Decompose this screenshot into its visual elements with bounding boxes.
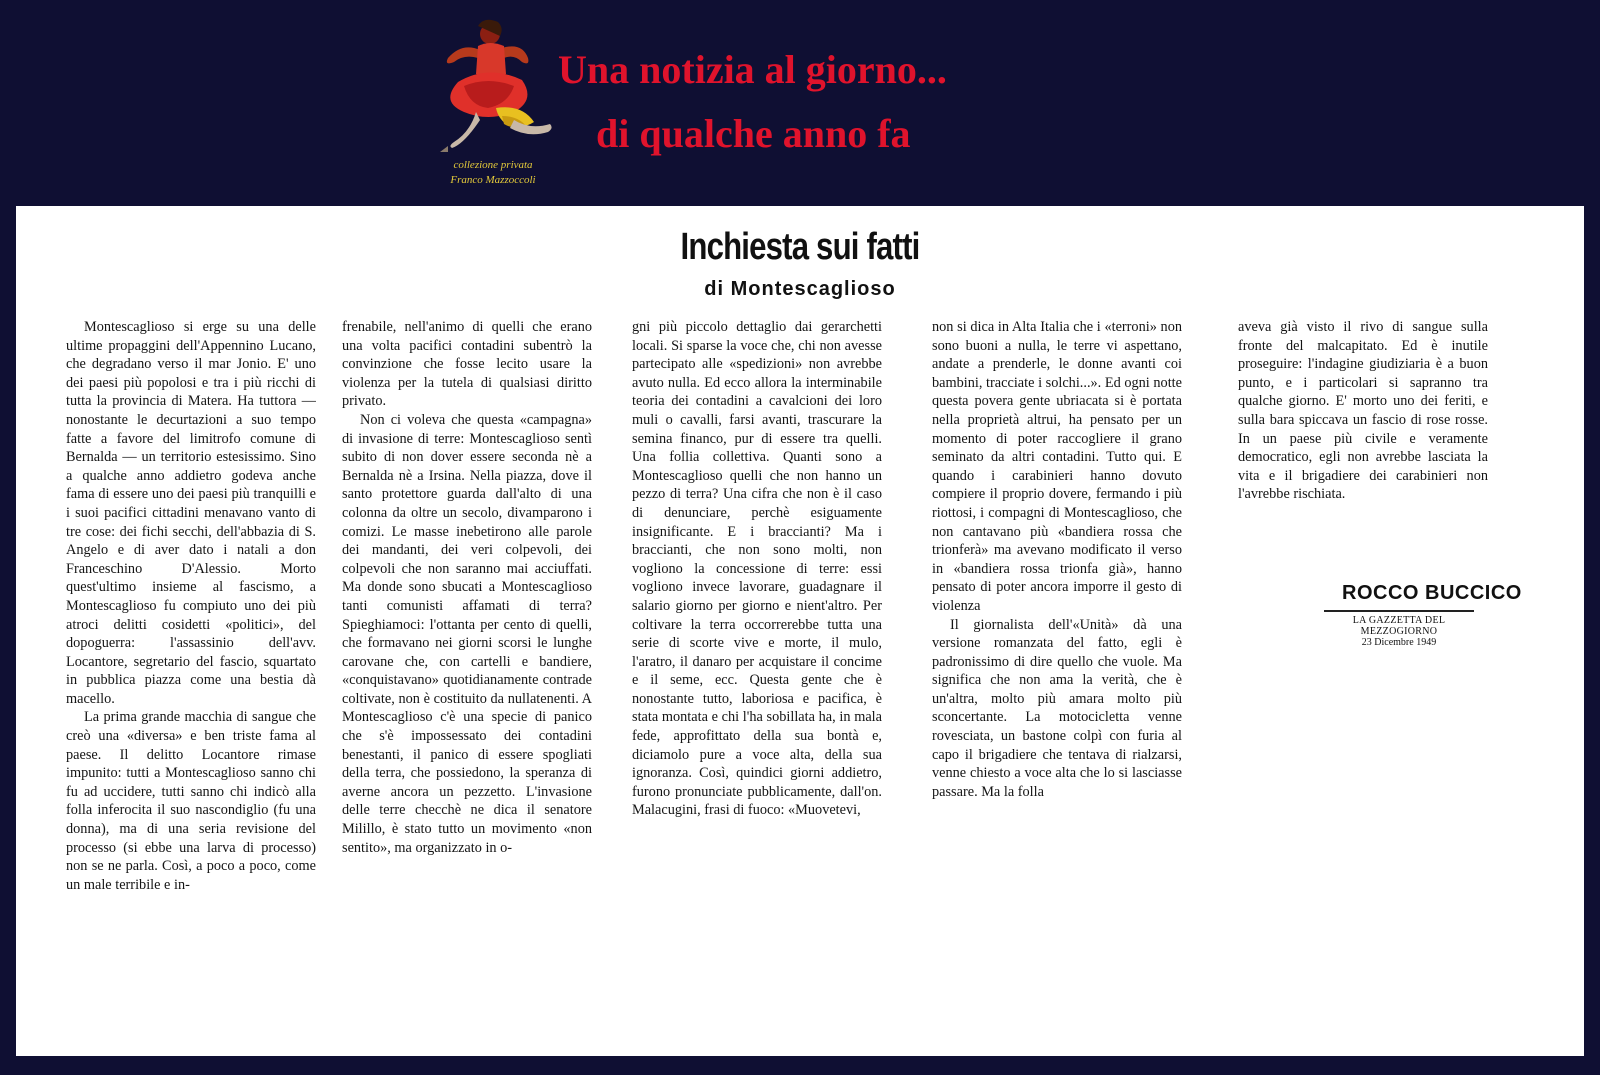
article-paragraph: La prima grande macchia di sangue che creò una «diversa» e ben triste fama al paese. Il delitto Locantore rimase impunito: tutti a Montescaglioso sanno chi fu ad uccidere, tutti sanno chi indicò alla folla inferocita il suo nascondiglio (fu una donna), ma di una seria revisione del processo (si ebbe una larva di processo) non se ne parla. Così, a poco a poco, come un male terribile e in- — [66, 709, 316, 893]
newspaper-source — [1324, 610, 1474, 648]
article-paragraph: Il giornalista dell'«Unità» dà una versione romanzata del fatto, egli è padronissimo di dire quello che vuole. Ma significa che non ama la verità, che è un'altra, molto più amara molto più sconcertante. La motocicletta venne rovesciata, un bastone colpì con furia al capo il brigadiere che tentava di rialzarsi, venne chiesto a voce alta che lo si lasciasse passare. Ma la folla — [932, 616, 1182, 800]
newspaper-name: LA GAZZETTA DEL MEZZOGIORNO — [1352, 615, 1446, 637]
article-column-1 — [66, 318, 316, 1018]
article-subtitle: di Montescaglioso — [704, 278, 896, 300]
collection-logo — [418, 12, 568, 202]
article-paragraph: Montescaglioso si erge su una delle ultime propaggini dell'Appennino Lucano, che degradano verso il mar Jonio. E' uno dei paesi più popolosi e tra i più ricchi di tutta la provincia di Matera. Ha tuttora — nonostante le decurtazioni a suo tempo fatte a favore del limitrofo comune di Bernalda — un territorio estesissimo. Sino a qualche anno addietro godeva anche fama di essere uno dei paesi più tranquilli e i suoi pacifici cittadini menavano vanto di tre cose: dei fichi secchi, dell'abbazia di S. Angelo e di aver dato i natali a don Franceschino D'Alessio. Morto quest'ultimo insieme al fascismo, a Montescaglioso fu compiuto uno dei più atroci delitti cosidetti «politici», del dopoguerra: l'assassinio dell'avv. Locantore, segretario del fascio, squartato in pubblica piazza come una bestia dà macello. — [66, 319, 316, 707]
page-header — [0, 0, 1600, 205]
article-author: ROCCO BUCCICO — [1342, 582, 1522, 604]
article-paragraph: Non ci voleva che questa «campagna» di invasione di terre: Montescaglioso sentì subito di non dover essere seconda nè a Bernalda nè a Irsina. Nella piazza, dove il santo protettore guarda dall'alto di una colonna da oltre un secolo, divamparono i comizi. Le masse inebetirono alle parole dei mandanti, dei veri colpevoli, dei colpevoli che non saranno mai acciuffati. Ma donde sono sbucati a Montescaglioso tanti comunisti affamati di terra? Spieghiamoci: l'ottanta per cento di quelli, che formavano nei giorni scorsi le lunghe carovane che, con cartelli e bandiere, «conquistavano» quotidianamente contrade coltivate, non è costituito da nullatenenti. A Montescaglioso c'è una specie di panico che s'è impossessato dei contadini benestanti, il panico di essere spogliati della terra, che possiedono, la speranza di averne ancora un pezzetto. L'invasione delle terre checchè ne dica il senatore Milillo, è stato tutto un movimento «non sentito», ma organizzato in o- — [342, 411, 592, 856]
dancer-silhouette-icon — [418, 12, 568, 162]
article-column-2 — [342, 318, 592, 1018]
article-paragraph: gni più piccolo dettaglio dai gerarchetti locali. Si sparse la voce che, chi non avesse partecipato alle «spedizioni» non avrebbe avuto nulla. Ed ecco allora la interminabile teoria dei contadini a cavalcioni dei loro muli o cavalli, farsi avanti, trascurare la semina financo, pur di essere tra quelli. Una follia collettiva. Quanti sono a Montescaglioso quelli che non hanno un pezzo di terra? Una cifra che non è il caso di denunciare, perchè esiguamente insignificante. E i braccianti? Ma i braccianti, che non sono molti, non vogliono la concessione di terre: essi vogliono invece lavorare, guadagnare il salario giorno per giorno e nient'altro. Per coltivare la terra occorrerebbe tutta una serie di scorte vive e morte, il mulo, l'aratro, il danaro per acquistare il concime e il seme, ecc. Questa gente che è nonostante tutto, laboriosa e pacifica, è stata montata e chi l'ha sobillata ha, in mala fede, approfittato della sua bontà e, diciamolo pure a voce alta, della sua ignoranza. Così, quindici giorni addietro, furono pronunciate pubblicamente, dall'on. Malacugini, frasi di fuoco: «Muovetevi, — [632, 319, 882, 819]
logo-caption-collection: collezione privata — [453, 159, 533, 171]
publication-date: 23 Dicembre 1949 — [1361, 637, 1437, 648]
article-column-3 — [632, 318, 882, 1018]
article-column-4 — [932, 318, 1182, 1018]
newspaper-clipping — [16, 206, 1584, 1056]
headline-line-2: di qualche anno fa — [596, 111, 911, 156]
article-paragraph: frenabile, nell'animo di quelli che erano una volta pacifici contadini subentrò la convinzione che fosse lecito usare la violenza per la tutela di qualsiasi diritto privato. — [342, 319, 592, 410]
logo-caption-owner: Franco Mazzoccoli — [450, 174, 536, 186]
article-paragraph: non si dica in Alta Italia che i «terroni» non sono buoni a nulla, le terre vi aspettano, andate a prenderle, le donne avanti coi bambini, tracciate i solchi...». Ed ogni notte questa povera gente ubriacata si è portata nella proprietà altrui, ha pensato per un momento di poter raccogliere il grano seminato da altri contadini. Tutto qui. E quando i carabinieri hanno dovuto compiere il proprio dovere, fermando i più riottosi, i compagni di Montescaglioso, che non cantavano più «bandiera rossa che trionferà» ma avevano modificato il verso in «bandiera rossa trionfa già», hanno pensato di poter ancora imporre il gesto di violenza — [932, 319, 1182, 614]
article-paragraph: aveva già visto il rivo di sangue sulla fronte del malcapitato. Ed è inutile proseguire: l'indagine giudiziaria è a buon punto, e i particolari si sapranno tra qualche giorno. E' morto uno dei feriti, e sulla bara spiccava un fascio di rose rosse. In un paese più civile e veramente democratico, egli non avrebbe lasciata la vita e il brigadiere dei carabinieri non l'avrebbe rischiata. — [1238, 319, 1488, 503]
article-title: Inchiesta sui fatti — [680, 226, 920, 268]
article-column-5 — [1238, 318, 1488, 588]
headline-line-1: Una notizia al giorno... — [558, 47, 947, 92]
